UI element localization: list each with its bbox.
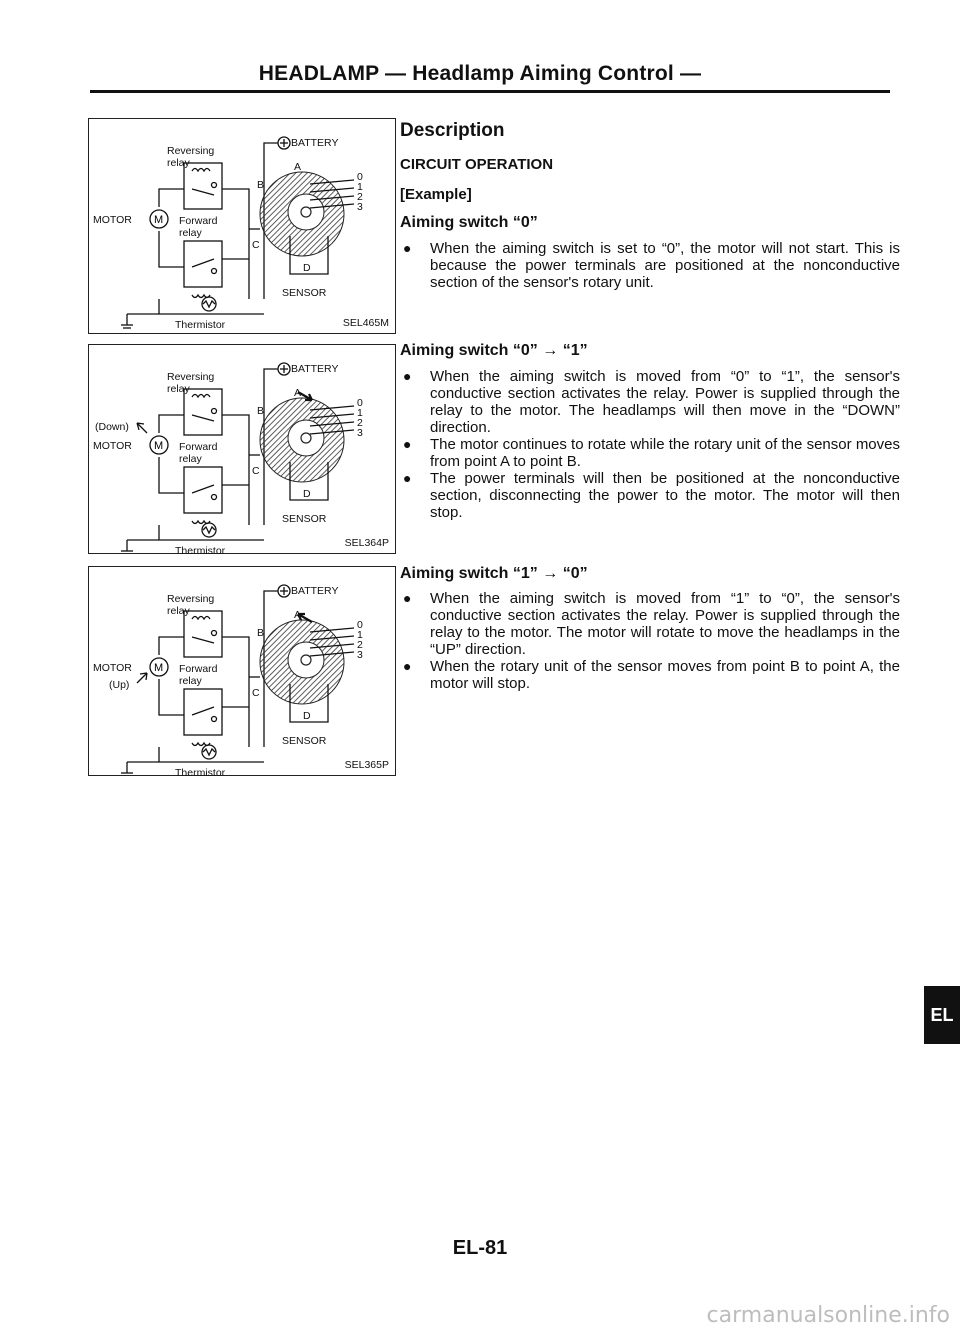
switch-position-label: 0 [357, 397, 363, 409]
aiming-switch-0-title: Aiming switch “0” [400, 214, 538, 231]
sensor-point-d: D [303, 710, 311, 722]
bullet-icon: ● [403, 470, 412, 486]
motor-label: MOTOR [93, 214, 132, 226]
sensor-label: SENSOR [282, 287, 327, 299]
subheading-example: [Example] [400, 186, 472, 203]
svg-text:M: M [154, 662, 164, 674]
forward-relay-label: relay [179, 675, 202, 687]
page-number: EL-81 [452, 1237, 508, 1259]
motor-label: MOTOR [93, 662, 132, 674]
reversing-relay-label: relay [167, 157, 190, 169]
list-item: ● When the rotary unit of the sensor moves from point B to point A, the motor will stop. [403, 658, 900, 692]
bullet-icon: ● [403, 590, 412, 606]
sensor-label: SENSOR [282, 513, 327, 525]
sensor-point-a: A [294, 161, 302, 173]
aiming-switch-0-to-1-bullets [400, 368, 900, 521]
circuit-schematic [89, 567, 395, 775]
reversing-relay-label: Reversing [167, 145, 215, 157]
switch-position-label: 1 [357, 629, 363, 641]
switch-position-label: 1 [357, 407, 363, 419]
circuit-diagram-switch-1-to-0 [88, 566, 396, 779]
aiming-switch-1-to-0-title: Aiming switch “1” → “0” [400, 565, 588, 582]
thermistor-icon [202, 297, 216, 311]
motor-direction-label: (Up) [109, 679, 130, 691]
thermistor-label: Thermistor [175, 767, 226, 779]
aiming-switch-1-to-0-bullets [400, 590, 900, 692]
list-item: ● When the aiming switch is set to “0”, the motor will not start. This is because the power terminals are positioned at the nonconductive section of the sensor's rotary unit. [403, 240, 900, 291]
thermistor-icon [202, 523, 216, 537]
forward-relay-label: Forward [179, 663, 218, 675]
sensor-point-b: B [257, 179, 265, 191]
circuit-diagram-switch-0-to-1 [88, 344, 396, 557]
forward-relay-icon [184, 689, 222, 735]
aiming-switch-0-to-1-title: Aiming switch “0” → “1” [400, 342, 588, 359]
section-tab-el: EL [924, 986, 960, 1044]
switch-position-label: 3 [357, 427, 363, 439]
thermistor-label: Thermistor [175, 319, 226, 331]
switch-position-label: 0 [357, 619, 363, 631]
switch-position-label: 1 [357, 181, 363, 193]
forward-relay-icon [184, 467, 222, 513]
sensor-label: SENSOR [282, 735, 327, 747]
forward-relay-label: Forward [179, 441, 218, 453]
list-item: ● The motor continues to rotate while the rotary unit of the sensor moves from point A to point B. [403, 436, 900, 470]
sensor-point-d: D [303, 488, 311, 500]
motor-label: MOTOR [93, 440, 132, 452]
subheading-circuit-operation: CIRCUIT OPERATION [400, 156, 554, 173]
battery-label: BATTERY [291, 585, 339, 597]
reversing-relay-label: Reversing [167, 371, 215, 383]
sensor-point-b: B [257, 627, 265, 639]
motor-direction-label: (Down) [95, 421, 129, 433]
sensor-point-a: A [294, 609, 302, 621]
forward-relay-icon [184, 241, 222, 287]
switch-position-label: 3 [357, 201, 363, 213]
sensor-point-c: C [252, 465, 260, 477]
list-item: ● When the aiming switch is moved from “0” to “1”, the sensor's conductive section activates the relay. Power is supplied through the relay to the motor. The headlamps will then move in the “DOWN” direction. [403, 368, 900, 436]
sensor-point-c: C [252, 687, 260, 699]
circuit-diagram-switch-0 [88, 118, 396, 334]
forward-relay-label: Forward [179, 215, 218, 227]
figure-code: SEL364P [344, 537, 389, 549]
sensor-point-d: D [303, 262, 311, 274]
svg-text:M: M [154, 440, 164, 452]
figure-code: SEL465M [342, 317, 389, 329]
reversing-relay-label: relay [167, 383, 190, 395]
page-title: HEADLAMP — Headlamp Aiming Control — [258, 62, 702, 85]
switch-position-label: 2 [357, 191, 363, 203]
reversing-relay-label: Reversing [167, 593, 215, 605]
bullet-icon: ● [403, 658, 412, 674]
switch-position-label: 2 [357, 639, 363, 651]
switch-position-label: 3 [357, 649, 363, 661]
switch-position-label: 0 [357, 171, 363, 183]
header-rule [90, 90, 890, 93]
circuit-schematic [89, 345, 395, 553]
thermistor-label: Thermistor [175, 545, 226, 557]
sensor-point-b: B [257, 405, 265, 417]
bullet-icon: ● [403, 240, 412, 256]
watermark: carmanualsonline.info [706, 1303, 950, 1328]
section-heading-description: Description [400, 120, 505, 141]
bullet-icon: ● [403, 368, 412, 384]
bullet-icon: ● [403, 436, 412, 452]
svg-text:M: M [154, 214, 164, 226]
list-item: ● The power terminals will then be positioned at the nonconductive section, disconnecting the power to the motor. The motor will then stop. [403, 470, 900, 521]
list-item: ● When the aiming switch is moved from “1” to “0”, the sensor's conductive section activates the relay. Power is supplied through the relay to the motor. The motor will rotate to move the headlamps in the “UP” direction. [403, 590, 900, 658]
battery-label: BATTERY [291, 137, 339, 149]
reversing-relay-label: relay [167, 605, 190, 617]
figure-code: SEL365P [344, 759, 389, 771]
aiming-switch-0-bullets [400, 240, 900, 291]
battery-label: BATTERY [291, 363, 339, 375]
thermistor-icon [202, 745, 216, 759]
sensor-point-c: C [252, 239, 260, 251]
switch-position-label: 2 [357, 417, 363, 429]
circuit-schematic [89, 119, 395, 333]
sensor-point-a: A [294, 387, 302, 399]
forward-relay-label: relay [179, 227, 202, 239]
forward-relay-label: relay [179, 453, 202, 465]
